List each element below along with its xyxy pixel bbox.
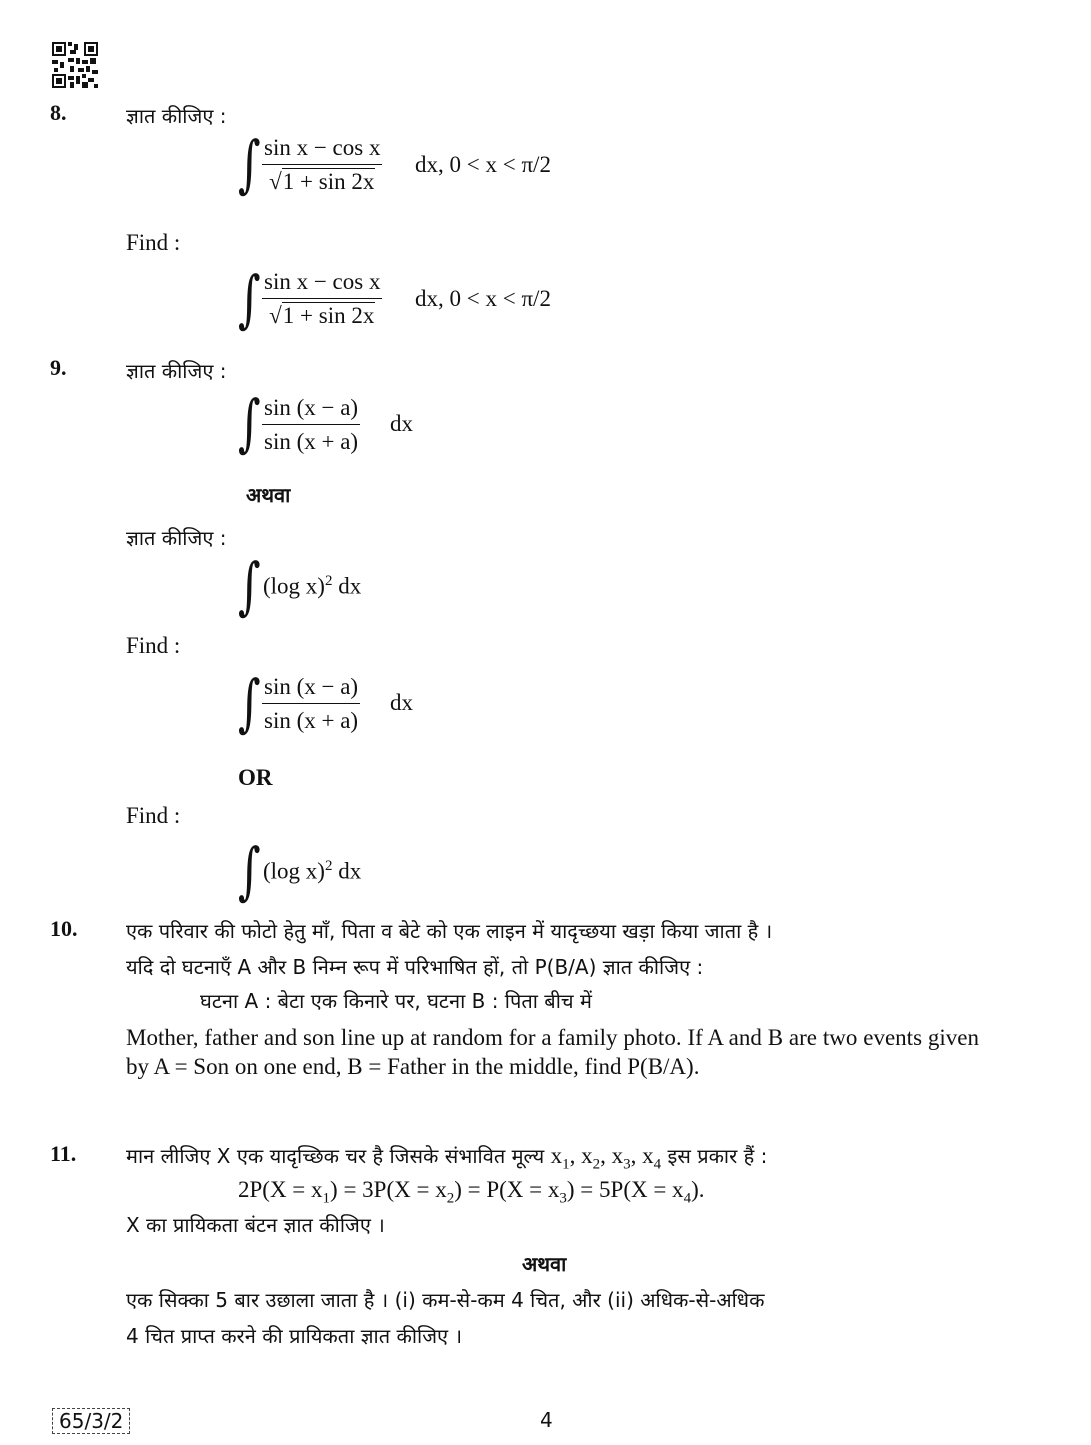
sqrt-icon: √	[269, 169, 282, 194]
question-number: 10.	[50, 916, 78, 941]
integral-tail: dx	[390, 411, 413, 436]
fraction	[262, 135, 382, 195]
numerator: sin (x − a)	[262, 395, 360, 425]
radicand: 1 + sin 2x	[282, 303, 375, 328]
hindi-text: घटना A : बेटा एक किनारे पर, घटना B : पिता बीच में	[200, 989, 592, 1013]
hindi-text: एक सिक्का 5 बार उछाला जाता है । (i) कम-से-कम 4 चित, और (ii) अधिक-से-अधिक	[126, 1288, 765, 1312]
denominator: sin (x + a)	[264, 429, 359, 454]
log-expression: (log x)$^2$ dx	[263, 573, 362, 599]
question-number: 11.	[50, 1141, 77, 1166]
hindi-text: यदि दो घटनाएँ A और B निम्न रूप में परिभाषित हों, तो P(B/A) ज्ञात कीजिए :	[126, 955, 704, 979]
english-instruction: Find :	[126, 633, 181, 658]
question-number: 9.	[50, 355, 67, 380]
integral-sign-icon: ∫	[238, 127, 261, 200]
integral-tail: dx, 0 < x < π/2	[415, 152, 551, 177]
english-instruction: Find :	[126, 803, 181, 828]
english-text: Mother, father and son line up at random for a family photo. If A and B are two events given by A = Son on one end, B = Father in the middle, find P(B/A).	[126, 1025, 979, 1079]
numerator: sin x − cos x	[262, 135, 382, 165]
probability-equation: $2P(X = x_1) = 3P(X = x_2) = P(X = x_3) = 5P(X = x_4)$.	[238, 1177, 705, 1207]
integral-sign-icon: ∫	[238, 262, 261, 335]
paper-code: 65/3/2	[52, 1408, 130, 1434]
or-separator: अथवा	[246, 483, 291, 507]
integral-sign-icon: ∫	[238, 834, 261, 907]
hindi-instruction: ज्ञात कीजिए :	[126, 359, 227, 383]
qr-code-icon	[52, 42, 98, 88]
integral-sign-icon: ∫	[238, 666, 261, 739]
or-separator: OR	[238, 765, 273, 790]
variable-list: $x_1$, $x_2$, $x_3$, $x_4$	[550, 1143, 662, 1173]
radicand: 1 + sin 2x	[282, 169, 375, 194]
hindi-text: 4 चित प्राप्त करने की प्रायिकता ज्ञात कीजिए ।	[126, 1324, 463, 1348]
hindi-text: मान लीजिए X एक यादृच्छिक चर है जिसके संभावित मूल्य $x_1$, $x_2$, $x_3$, $x_4$ इस प्रकार हैं :	[126, 1143, 768, 1173]
fraction	[262, 269, 382, 329]
numerator: sin x − cos x	[262, 269, 382, 299]
numerator: sin (x − a)	[262, 674, 360, 704]
page-number: 4	[540, 1408, 553, 1432]
hindi-instruction: ज्ञात कीजिए :	[126, 526, 227, 550]
integral-sign-icon: ∫	[238, 549, 261, 622]
hindi-instruction: ज्ञात कीजिए :	[126, 104, 227, 128]
integral-tail: dx	[390, 690, 413, 715]
fraction	[262, 395, 360, 455]
hindi-text: एक परिवार की फोटो हेतु माँ, पिता व बेटे को एक लाइन में यादृच्छया खड़ा किया जाता है ।	[126, 919, 773, 943]
english-instruction: Find :	[126, 230, 181, 255]
integral-sign-icon: ∫	[238, 386, 261, 459]
integral-tail: dx, 0 < x < π/2	[415, 286, 551, 311]
or-separator: अथवा	[522, 1252, 567, 1276]
question-number: 8.	[50, 100, 67, 125]
sqrt-icon: √	[269, 303, 282, 328]
denominator: sin (x + a)	[264, 708, 359, 733]
hindi-text: X का प्रायिकता बंटन ज्ञात कीजिए ।	[126, 1213, 385, 1237]
fraction	[262, 674, 360, 734]
log-expression: (log x)$^2$ dx	[263, 858, 362, 884]
